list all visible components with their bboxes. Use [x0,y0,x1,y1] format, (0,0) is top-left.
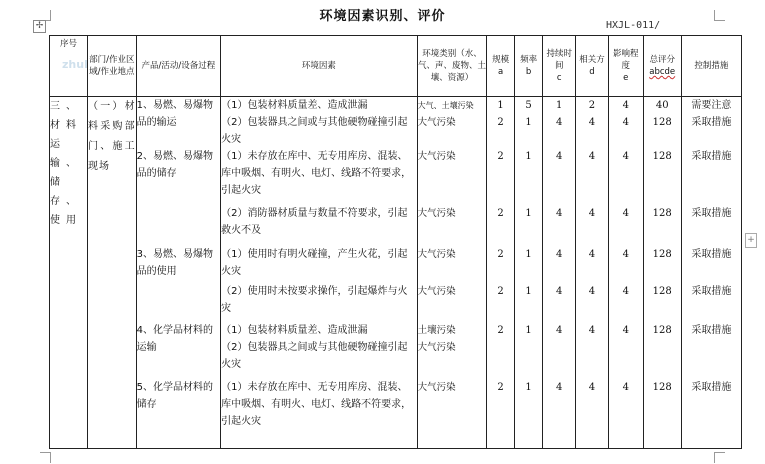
related-value: 4 [588,249,596,260]
duration-value: 4 [556,382,563,393]
document-number: HXJL-011/ [606,20,661,31]
process-item: 5、化学品材料的储存 [136,382,213,410]
process-item: 4、化学品材料的运输 [136,325,213,353]
header-related [576,36,609,97]
header-impact-letter: e [623,73,629,83]
scale-value: 2 [497,286,504,297]
factor-text: （2）包装器具之间或与其他硬物碰撞引起火灾 [221,117,408,145]
control-column [681,97,741,449]
page-corner-mark [40,452,51,463]
related-value: 2 [588,100,596,111]
duration-value: 4 [556,286,563,297]
header-score [643,36,681,97]
header-impact [608,36,643,97]
category-cell: 三、材料运输、储存、使用 [50,97,88,449]
department-cell: （一）材料采购部门、施工现场 [88,97,137,449]
impact-value: 4 [622,117,629,128]
factor-text: （1）未存放在库中、无专用库房、混装、库中吸烟、有明火、电灯、线路不符要求，引起火灾 [221,151,412,196]
type-text: 大气污染 [417,151,456,162]
scale-value: 2 [497,325,504,336]
duration-value: 4 [556,325,563,336]
control-text: 需要注意 [691,100,732,111]
related-column [576,97,609,449]
factor-text: （2）使用时未按要求操作，引起爆炸与火灾 [221,286,408,314]
header-type: 环境类别（水、气、声、废物、土壤、资源） [417,36,487,97]
related-value: 4 [588,382,596,393]
frequency-value: 1 [525,208,532,219]
type-text: 大气、土壤污染 [417,101,474,110]
header-factor: 环境因素 [221,36,418,97]
header-score-letter: abcde [649,67,676,77]
score-value: 40 [655,100,669,111]
add-column-icon[interactable]: + [745,233,757,248]
related-value: 4 [588,208,596,219]
factor-text: （1）包装材料质量差、造成泄漏 [221,325,368,336]
scale-value: 2 [497,382,504,393]
control-text [682,339,741,379]
duration-value: 4 [556,151,563,162]
table-move-handle-icon[interactable]: ✢ [33,20,46,33]
duration-value: 1 [556,100,563,111]
impact-value: 4 [622,325,629,336]
impact-value [609,339,643,379]
process-item: 1、易燃、易爆物品的输运 [136,100,213,128]
control-text: 采取措施 [691,382,732,393]
type-column [417,97,487,449]
related-value: 4 [588,286,596,297]
impact-value: 4 [622,100,629,111]
frequency-value [515,339,543,379]
frequency-value: 1 [525,325,532,336]
header-impact-name: 影响程度 [613,49,639,71]
frequency-value: 1 [525,151,532,162]
header-process: 产品/活动/设备过程 [136,36,221,97]
type-text: 大气污染 [417,208,456,219]
duration-value: 4 [556,249,563,260]
score-value: 128 [652,382,672,393]
header-related-letter: d [589,67,595,77]
page-corner-mark [714,452,725,463]
duration-value: 4 [556,117,563,128]
header-dept: 部门/作业区域/作业地点 [88,36,137,97]
control-text: 采取措施 [691,325,732,336]
duration-value [543,339,575,379]
type-text: 大气污染 [417,382,456,393]
score-value [644,339,681,379]
factor-text: （1）包装材料质量差、造成泄漏 [221,100,368,111]
process-item: 2、易燃、易爆物品的储存 [136,151,213,179]
header-duration-letter: c [556,73,562,83]
header-frequency-letter: b [525,67,532,77]
factor-text: （2）消防器材质量与数量不符要求，引起救火不及 [221,208,408,236]
header-seq: 序号 [50,36,88,97]
type-text: 土壤污染 [417,325,456,336]
type-text: 大气污染 [417,117,456,128]
header-related-name: 相关方 [579,55,605,65]
control-text: 采取措施 [691,117,732,128]
header-frequency-name: 频率 [520,55,538,65]
frequency-value: 1 [525,382,532,393]
related-value: 4 [588,117,596,128]
scale-value: 1 [497,100,504,111]
duration-column [543,97,576,449]
process-column [136,97,221,449]
header-duration-name: 持续时间 [546,49,572,71]
score-value: 128 [652,151,672,162]
table-header-row [50,36,742,97]
factor-text: （2）包装器具之间或与其他硬物碰撞引起火灾 [221,342,408,370]
frequency-value: 1 [525,117,532,128]
impact-value: 4 [622,151,629,162]
score-value: 128 [652,208,672,219]
duration-value: 4 [556,208,563,219]
score-value: 128 [652,249,672,260]
type-text: 大气污染 [417,342,456,353]
frequency-value: 1 [525,249,532,260]
scale-column [487,97,514,449]
related-value: 4 [588,325,596,336]
frequency-value: 5 [525,100,532,111]
score-value: 128 [652,286,672,297]
scale-value: 2 [497,117,504,128]
type-text: 大气污染 [417,286,456,297]
table-body-row [50,97,742,449]
related-value [576,339,608,379]
scale-value: 2 [497,151,504,162]
impact-value: 4 [622,286,629,297]
related-value: 4 [588,151,596,162]
header-duration [543,36,576,97]
factor-text: （1）使用时有明火碰撞，产生火花，引起火灾 [221,249,408,277]
document-title: 环境因素识别、评价 [319,9,446,24]
header-scale [487,36,514,97]
header-scale-name: 规模 [492,55,510,65]
header-score-name: 总评分 [649,55,675,65]
impact-value: 4 [622,249,629,260]
process-item: 3、易燃、易爆物品的使用 [136,249,213,277]
frequency-value: 1 [525,286,532,297]
impact-column [608,97,643,449]
type-text: 大气污染 [417,249,456,260]
scale-value: 2 [497,208,504,219]
scale-value: 2 [497,249,504,260]
impact-value: 4 [622,208,629,219]
control-text: 采取措施 [691,208,732,219]
score-column [643,97,681,449]
watermark-text: zhul [62,58,88,71]
control-text: 采取措施 [691,286,732,297]
header-frequency [514,36,543,97]
header-scale-letter: a [497,67,504,77]
frequency-column [514,97,543,449]
score-value: 128 [652,325,672,336]
factor-column [221,97,418,449]
score-value: 128 [652,117,672,128]
control-text: 采取措施 [691,151,732,162]
header-control: 控制措施 [681,36,741,97]
control-text: 采取措施 [691,249,732,260]
environment-factor-table [49,35,742,449]
scale-value [487,339,513,379]
factor-text: （1）未存放在库中、无专用库房、混装、库中吸烟、有明火、电灯、线路不符要求，引起火灾 [221,382,412,427]
impact-value: 4 [622,382,629,393]
